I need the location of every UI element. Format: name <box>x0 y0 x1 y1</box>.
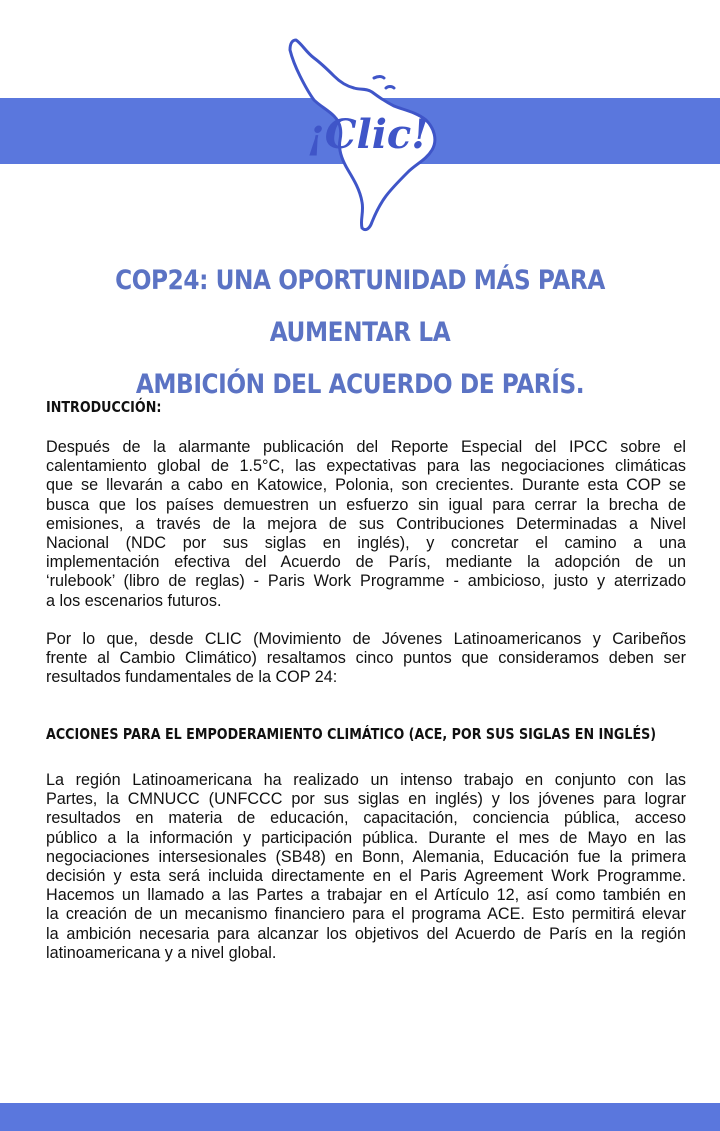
text-line: Nacional (NDC por sus siglas en inglés), y concretar el camino a una <box>46 534 686 553</box>
text-line: Partes, la CMNUCC (UNFCCC por sus siglas en inglés) y los jóvenes para lograr <box>46 790 686 809</box>
text-line: a los escenarios futuros. <box>46 591 222 610</box>
intro-paragraph-2 <box>46 630 686 688</box>
text-line: La región Latinoamericana ha realizado un intenso trabajo en conjunto con las <box>46 771 686 789</box>
text-line: latinoamericana y a nivel global. <box>46 943 277 962</box>
clic-logo <box>268 30 468 235</box>
text-line: busca que los países demuestren un esfuerzo sin igual para cerrar la brecha de <box>46 495 686 514</box>
text-line: que se llevarán a cabo en Katowice, Polonia, son crecientes. Durante esta COP se <box>46 476 686 495</box>
text-line: frente al Cambio Climático) resaltamos cinco puntos que consideramos deben ser <box>46 649 686 668</box>
text-line: decisión y esta será incluida directamente en el Paris Agreement Work Programme. <box>46 867 686 886</box>
text-line: resultados fundamentales de la COP 24: <box>46 668 338 687</box>
text-line: ‘rulebook’ (libro de reglas) - Paris Work Programme - ambicioso, justo y aterrizado <box>46 572 686 591</box>
ace-paragraph <box>46 771 686 963</box>
text-line: negociaciones intersesionales (SB48) en Bonn, Alemania, Educación fue la primera <box>46 847 686 866</box>
title-line-1: COP24: UNA OPORTUNIDAD MÁS PARA AUMENTAR LA <box>115 265 605 348</box>
intro-heading: INTRODUCCIÓN: <box>46 398 162 416</box>
text-line: implementación efectiva del Acuerdo de París, mediante la adopción de un <box>46 553 686 572</box>
page-title <box>85 255 635 411</box>
ace-heading: ACCIONES PARA EL EMPODERAMIENTO CLIMÁTICO (ACE, POR SUS SIGLAS EN INGLÉS) <box>46 725 657 743</box>
logo-text: ¡Clic! <box>307 111 429 158</box>
text-line: la ambición necesaria para alcanzar los objetivos del Acuerdo de París en la región <box>46 924 686 943</box>
bottom-banner <box>0 1103 720 1131</box>
intro-paragraph-1 <box>46 438 686 611</box>
text-line: Hacemos un llamado a las Partes a trabajar en el Artículo 12, así como también en <box>46 886 686 905</box>
text-line: calentamiento global de 1.5°C, las expectativas para las negociaciones climáticas <box>46 457 686 476</box>
text-line: público a la información y participación pública. Durante el mes de Mayo en las <box>46 828 686 847</box>
text-line: Por lo que, desde CLIC (Movimiento de Jóvenes Latinoamericanos y Caribeños <box>46 630 686 648</box>
title-line-2: AMBICIÓN DEL ACUERDO DE PARÍS. <box>135 369 585 400</box>
text-line: resultados en materia de educación, capacitación, conciencia pública, acceso <box>46 809 686 828</box>
text-line: la creación de un mecanismo financiero para el programa ACE. Esto permitirá elevar <box>46 905 686 924</box>
text-line: Después de la alarmante publicación del Reporte Especial del IPCC sobre el <box>46 438 686 456</box>
text-line: emisiones, a través de la mejora de sus Contribuciones Determinadas a Nivel <box>46 514 686 533</box>
